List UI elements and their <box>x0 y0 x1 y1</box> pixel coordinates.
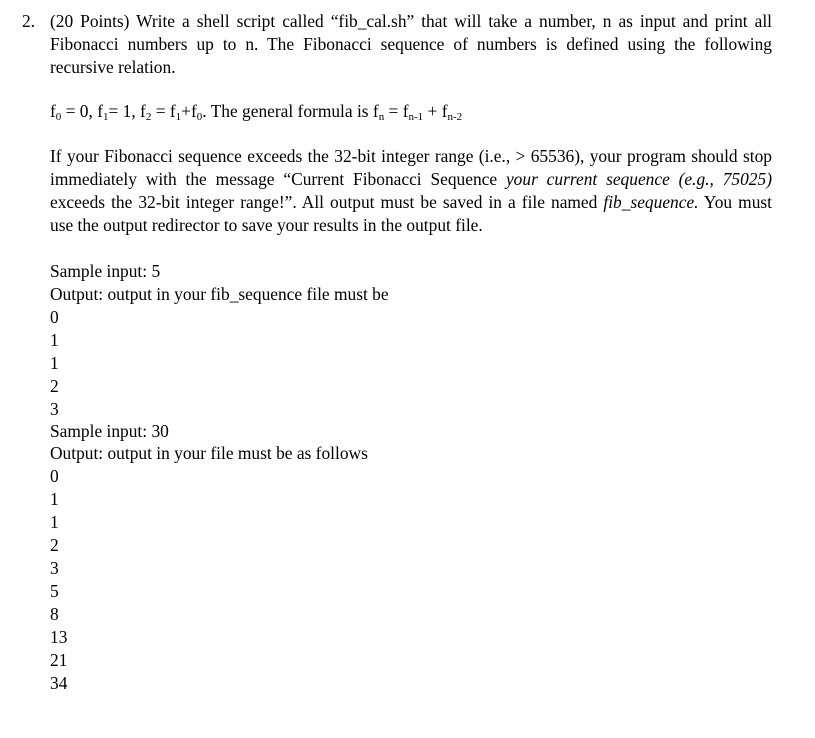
list-item: 3 <box>50 558 59 578</box>
sample2-output-label: Output: output in your file must be as follows <box>50 443 368 463</box>
example-sequence-italic: your current sequence (e.g., 75025) <box>505 169 772 189</box>
sample1-output-label: Output: output in your fib_sequence file must be <box>50 284 389 304</box>
list-item: 13 <box>50 627 68 647</box>
list-item: 21 <box>50 650 68 670</box>
list-item: 34 <box>50 673 68 693</box>
list-item: 2 <box>50 535 59 555</box>
list-item: 8 <box>50 604 59 624</box>
question-number: 2. <box>22 11 36 31</box>
list-item: 1 <box>50 512 59 532</box>
list-item: 3 <box>50 399 59 419</box>
sample2-output-list <box>50 465 67 695</box>
list-item: 0 <box>50 466 59 486</box>
list-item: 2 <box>50 376 59 396</box>
sample1-input-label: Sample input: 5 <box>50 261 161 281</box>
list-item: 1 <box>50 489 59 509</box>
list-item: 0 <box>50 307 59 327</box>
sample1-output-list <box>50 306 59 421</box>
output-filename-italic: fib_sequence. <box>603 192 699 212</box>
list-item: 1 <box>50 330 59 350</box>
list-item: 1 <box>50 353 59 373</box>
list-item: 5 <box>50 581 59 601</box>
question-intro: (20 Points) Write a shell script called “fib_cal.sh” that will take a number, n as input and print all Fibonacci numbers up to n. The Fibonacci sequence of numbers is defined using the following recursive relation. <box>50 11 772 77</box>
overflow-instructions: If your Fibonacci sequence exceeds the 32-bit integer range (i.e., > 65536), your program should stop immediately with the message “Current Fibonacci Sequence your current sequence (e.g., 75025) exceeds the 32-bit integer range!”. All output must be saved in a file named fib_sequence. You must use the output redirector to save your results in the output file. <box>50 146 772 235</box>
sample2-input-label: Sample input: 30 <box>50 421 169 441</box>
recursive-formula: $f_0 = 0$, $f_1= 1$, $f_2 = f_1+f_0$. The general formula is $f_n = f_{n-1} + f_{n-2}$ <box>50 101 463 123</box>
